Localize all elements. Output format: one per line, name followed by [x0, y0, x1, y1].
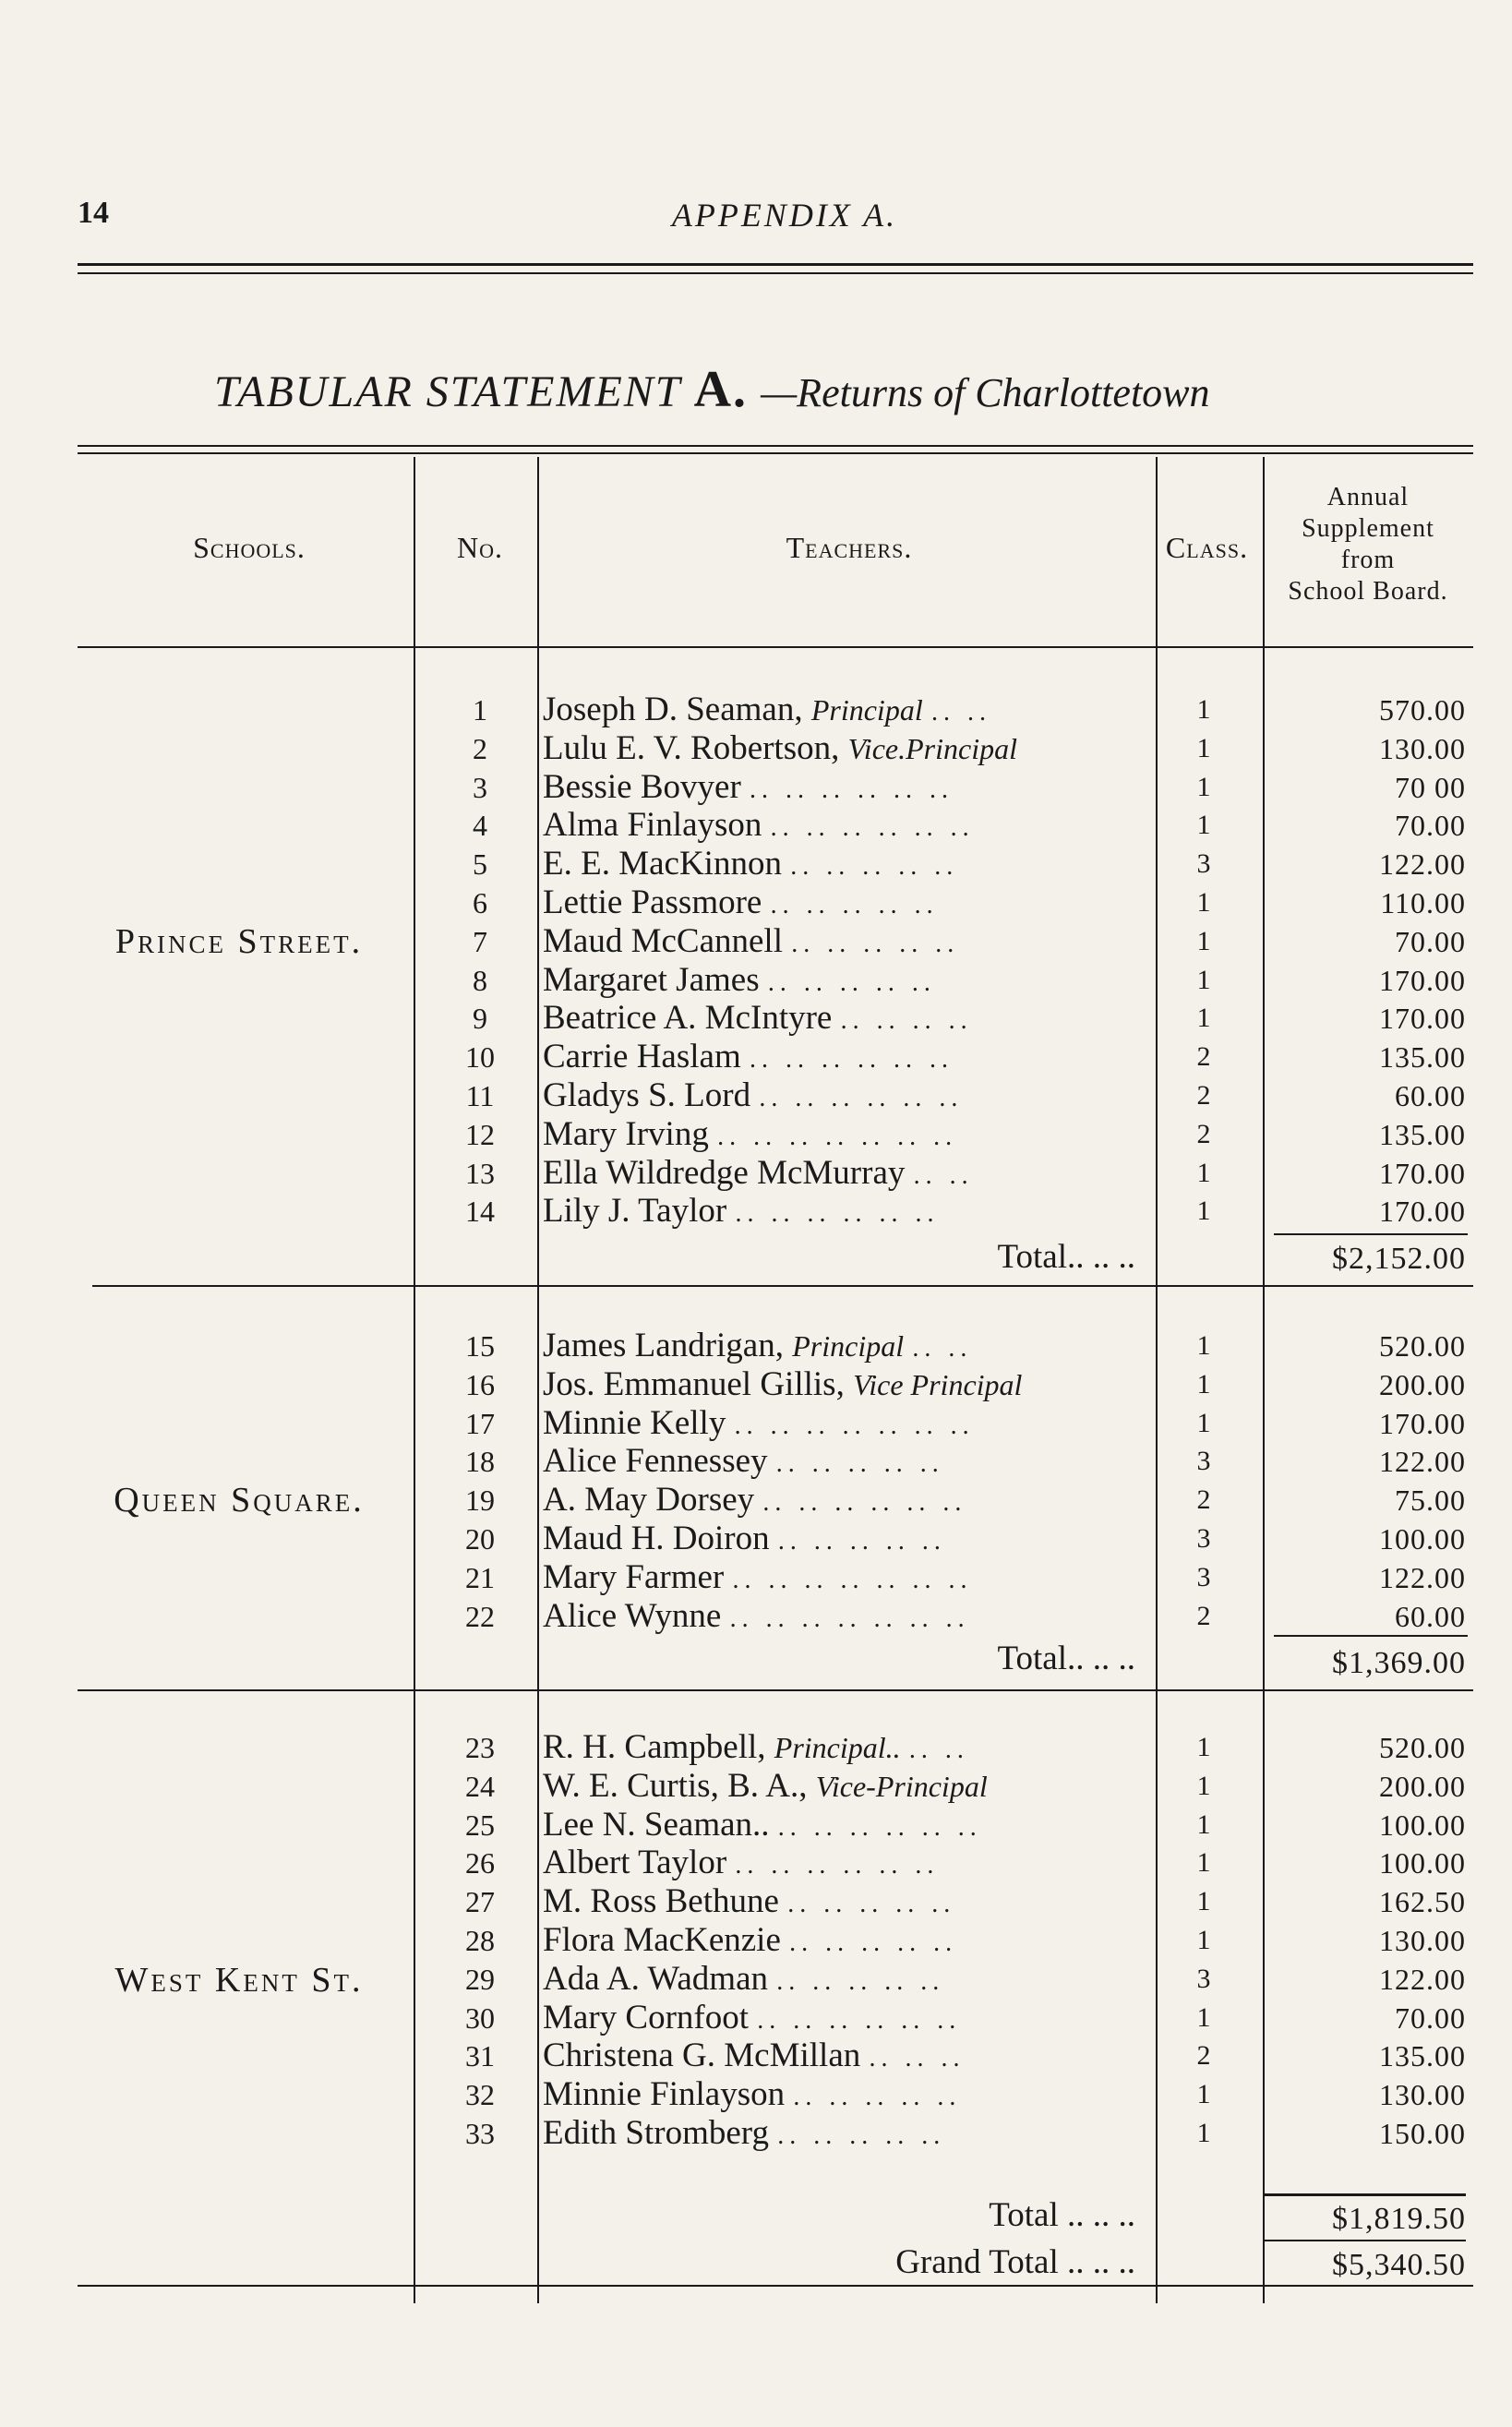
class-value: 2: [1196, 2040, 1211, 2072]
teacher-cell: [543, 1442, 1152, 1484]
table-row: [0, 1844, 1512, 1882]
leader-dots: .. ..: [908, 1736, 969, 1764]
class-value: 2: [1196, 1600, 1211, 1631]
leader-dots: .. ..: [913, 1160, 974, 1190]
class-value: 1: [1196, 1886, 1211, 1917]
teacher-role: Vice-Principal: [815, 1769, 988, 1803]
header-no: No.: [457, 531, 503, 564]
leader-dots: .. .. .. ..: [840, 1006, 973, 1036]
class-value: 3: [1196, 1523, 1211, 1554]
leader-dots: .. .. .. .. ..: [793, 2083, 962, 2112]
supplement-amount: 60.00: [1395, 1079, 1466, 1112]
teacher-cell: [543, 1960, 1152, 2001]
class-value: 1: [1196, 694, 1211, 725]
supplement-amount: 122.00: [1379, 847, 1466, 882]
supplement-amount: 130.00: [1379, 1924, 1466, 1957]
supplement-amount: 200.00: [1379, 1769, 1466, 1803]
row-number: 16: [465, 1367, 495, 1401]
school-name-queen-square: Queen Square.: [114, 1481, 365, 1520]
table-row: [0, 806, 1512, 845]
leader-dots: .. .. .. .. ..: [789, 1928, 958, 1957]
supplement-amount: 170.00: [1379, 1156, 1466, 1190]
class-value: 1: [1196, 1925, 1211, 1955]
teacher-cell: [543, 1520, 1152, 1561]
teacher-name: Mary Cornfoot: [543, 1998, 749, 2037]
leader-dots: .. .. .. .. ..: [775, 1449, 944, 1479]
row-number: 14: [465, 1195, 495, 1229]
class-value: 1: [1196, 1368, 1211, 1400]
leader-dots: .. .. .. .. .. ..: [757, 2005, 962, 2035]
class-value: 1: [1196, 1770, 1211, 1801]
teacher-name: Carrie Haslam: [543, 1038, 741, 1076]
row-number: 2: [473, 731, 487, 765]
table-row: [0, 1728, 1512, 1767]
table-row: [0, 768, 1512, 807]
table-row: [0, 1999, 1512, 2037]
row-number: 5: [473, 847, 487, 882]
total-rule-section-2: [1274, 1635, 1468, 1637]
leader-dots: .. ..: [930, 698, 991, 727]
supplement-amount: 110.00: [1380, 886, 1466, 919]
teacher-name: Ada A. Wadman: [543, 1959, 768, 1998]
grand-total-rule: [1265, 2240, 1466, 2241]
class-value: 1: [1196, 732, 1211, 763]
table-row: [0, 1921, 1512, 1960]
teacher-name: Joseph D. Seaman,: [543, 691, 803, 728]
table-row: [0, 845, 1512, 883]
table-row: [0, 2037, 1512, 2075]
class-value: 1: [1196, 2001, 1211, 2033]
supplement-amount: 170.00: [1379, 1406, 1466, 1440]
teacher-name: Maud McCannell: [543, 921, 783, 960]
teacher-cell: [543, 691, 1152, 732]
table-title: [214, 360, 1488, 419]
header-supplement-line-4: School Board.: [1288, 577, 1448, 606]
table-row: [0, 729, 1512, 768]
class-value: 1: [1196, 887, 1211, 918]
class-value: 2: [1196, 1484, 1211, 1516]
table-row: [0, 2114, 1512, 2153]
header-teachers: Teachers.: [786, 531, 913, 564]
table-row: [0, 1597, 1512, 1636]
row-number: 22: [465, 1599, 495, 1633]
teacher-name: Alma Finlayson: [543, 806, 762, 845]
grand-total-label: Grand Total .. .. ..: [895, 2243, 1135, 2281]
class-value: 1: [1196, 2079, 1211, 2110]
leader-dots: .. .. .. .. ..: [776, 1966, 945, 1996]
header-rule-bottom: [78, 272, 1473, 274]
leader-dots: .. .. .. .. .. ..: [735, 1199, 940, 1229]
teacher-name: Margaret James: [543, 960, 760, 999]
teacher-cell: [543, 1481, 1152, 1522]
class-value: 3: [1196, 848, 1211, 880]
leader-dots: .. .. .. .. .. .. ..: [729, 1604, 970, 1633]
class-value: 1: [1196, 925, 1211, 956]
leader-dots: .. .. .. .. ..: [791, 929, 960, 958]
teacher-cell: [543, 2075, 1152, 2117]
leader-dots: .. .. .. .. .. ..: [777, 1812, 982, 1842]
row-number: 25: [465, 1808, 495, 1842]
table-row: [0, 1442, 1512, 1481]
header-supplement-line-1: Annual: [1326, 483, 1410, 511]
class-value: 3: [1196, 1561, 1211, 1592]
supplement-amount: 170.00: [1379, 1002, 1466, 1036]
leader-dots: .. .. .. .. ..: [767, 967, 936, 997]
teacher-cell: [543, 1882, 1152, 1924]
section-divider-2: [78, 1689, 1473, 1691]
class-value: 2: [1196, 1080, 1211, 1111]
table-row: [0, 961, 1512, 1000]
row-number: 11: [465, 1079, 495, 1112]
teacher-name: Ella Wildredge McMurray: [543, 1153, 906, 1192]
supplement-amount: 70.00: [1395, 809, 1466, 843]
table-row: [0, 1520, 1512, 1558]
teacher-role: Principal: [810, 693, 923, 727]
teacher-name: E. E. MacKinnon: [543, 845, 782, 883]
table-row: [0, 1076, 1512, 1115]
header-rule-top: [78, 263, 1473, 266]
supplement-amount: 122.00: [1379, 1962, 1466, 1996]
grand-total-amount: $5,340.50: [1332, 2248, 1466, 2282]
row-number: 32: [465, 2078, 495, 2112]
row-number: 17: [465, 1406, 495, 1440]
supplement-amount: 170.00: [1379, 963, 1466, 997]
row-number: 18: [465, 1445, 495, 1479]
school-name-prince-street: Prince Street.: [114, 922, 364, 961]
table-row: [0, 1960, 1512, 1999]
row-number: 19: [465, 1484, 495, 1518]
teacher-cell: [543, 806, 1152, 847]
teacher-cell: [543, 961, 1152, 1003]
teacher-cell: [543, 1806, 1152, 1847]
row-number: 29: [465, 1962, 495, 1996]
supplement-amount: 135.00: [1379, 1040, 1466, 1075]
supplement-amount: 70.00: [1395, 924, 1466, 958]
supplement-amount: 70.00: [1395, 2000, 1466, 2035]
class-value: 2: [1196, 1041, 1211, 1073]
class-value: 2: [1196, 1118, 1211, 1149]
teacher-cell: [543, 883, 1152, 925]
table-row: [0, 2075, 1512, 2114]
row-number: 31: [465, 2039, 495, 2073]
table-row: [0, 1882, 1512, 1921]
teacher-name: Lily J. Taylor: [543, 1192, 727, 1231]
class-value: 1: [1196, 2118, 1211, 2148]
teacher-cell: [543, 1192, 1152, 1233]
leader-dots: .. .. .. .. .. ..: [759, 1084, 964, 1112]
table-row: [0, 883, 1512, 922]
row-number: 6: [473, 886, 487, 919]
supplement-amount: 135.00: [1379, 1117, 1466, 1151]
leader-dots: .. .. .. .. ..: [777, 2121, 946, 2150]
header-schools: Schools.: [193, 531, 306, 564]
row-number: 3: [473, 770, 487, 804]
teacher-name: Lulu E. V. Robertson,: [543, 728, 840, 767]
header-supplement-line-2: Supplement: [1302, 514, 1434, 543]
teacher-cell: [543, 1365, 1152, 1404]
supplement-amount: 570.00: [1379, 693, 1466, 727]
class-value: 1: [1196, 1003, 1211, 1034]
total-rule-section-1: [1274, 1233, 1468, 1235]
leader-dots: .. .. .. .. .. ..: [762, 1488, 967, 1518]
teacher-name: R. H. Campbell,: [543, 1728, 766, 1766]
leader-dots: .. .. .. .. .. .. ..: [732, 1565, 973, 1594]
table-rule-top-2: [78, 452, 1473, 454]
supplement-amount: 130.00: [1379, 2078, 1466, 2112]
teacher-cell: [543, 1115, 1152, 1157]
row-number: 24: [465, 1769, 495, 1803]
teacher-name: Flora MacKenzie: [543, 1921, 781, 1959]
class-value: 1: [1196, 1808, 1211, 1840]
row-number: 28: [465, 1924, 495, 1957]
supplement-amount: 135.00: [1379, 2039, 1466, 2073]
header-supplement: [1263, 482, 1473, 607]
teacher-name: W. E. Curtis, B. A.,: [543, 1766, 808, 1805]
leader-dots: .. .. .. .. .. ..: [735, 1851, 940, 1880]
supplement-amount: 122.00: [1379, 1445, 1466, 1479]
teacher-role: Vice Principal: [853, 1367, 1023, 1401]
teacher-name: Minnie Kelly: [543, 1403, 726, 1442]
teacher-role: Principal: [792, 1329, 905, 1363]
teacher-name: Minnie Finlayson: [543, 2075, 786, 2114]
teacher-cell: [543, 729, 1152, 768]
class-value: 1: [1196, 771, 1211, 802]
row-number: 13: [465, 1156, 495, 1190]
row-number: 21: [465, 1560, 495, 1594]
table-row: [0, 922, 1512, 961]
teacher-cell: [543, 768, 1152, 810]
running-head: APPENDIX A.: [671, 197, 898, 234]
total-label-prince-street: Total.. .. ..: [997, 1238, 1135, 1276]
row-number: 23: [465, 1731, 495, 1764]
leader-dots: .. .. .. .. .. ..: [750, 775, 954, 804]
leader-dots: .. .. .. .. ..: [770, 891, 939, 919]
class-value: 1: [1196, 810, 1211, 841]
table-row: [0, 1558, 1512, 1597]
teacher-name: Lee N. Seaman..: [543, 1805, 770, 1844]
teacher-cell: [543, 1076, 1152, 1118]
table-row: [0, 1038, 1512, 1076]
header-supplement-line-3: from: [1340, 546, 1396, 574]
teacher-cell: [543, 1999, 1152, 2040]
row-number: 1: [473, 693, 487, 727]
row-number: 10: [465, 1040, 495, 1075]
supplement-amount: 150.00: [1379, 2117, 1466, 2150]
total-amount-queen-square: $1,369.00: [1332, 1646, 1466, 1680]
class-value: 1: [1196, 1407, 1211, 1438]
teacher-name: Mary Irving: [543, 1114, 709, 1153]
row-number: 27: [465, 1885, 495, 1919]
teacher-name: Lettie Passmore: [543, 883, 762, 921]
row-number: 33: [465, 2117, 495, 2150]
section-divider-1: [92, 1285, 1473, 1287]
supplement-amount: 520.00: [1379, 1731, 1466, 1764]
header-class: Class.: [1165, 531, 1249, 564]
teacher-role: Vice.Principal: [847, 731, 1017, 765]
supplement-amount: 75.00: [1395, 1484, 1466, 1518]
teacher-name: Christena G. McMillan: [543, 2037, 861, 2075]
leader-dots: .. .. ..: [869, 2044, 966, 2073]
teacher-cell: [543, 1154, 1152, 1195]
total-label-west-kent-st: Total .. .. ..: [989, 2196, 1135, 2234]
total-rule-section-3: [1265, 2193, 1466, 2196]
supplement-amount: 100.00: [1379, 1846, 1466, 1880]
leader-dots: .. .. .. .. ..: [787, 1890, 956, 1919]
table-row: [0, 1806, 1512, 1844]
supplement-amount: 60.00: [1395, 1599, 1466, 1633]
class-value: 1: [1196, 1330, 1211, 1361]
class-value: 1: [1196, 1195, 1211, 1227]
supplement-amount: 170.00: [1379, 1195, 1466, 1229]
supplement-amount: 520.00: [1379, 1329, 1466, 1363]
row-number: 9: [473, 1002, 487, 1036]
table-rule-bottom: [78, 2285, 1473, 2287]
teacher-name: Edith Stromberg: [543, 2114, 769, 2152]
teacher-name: Jos. Emmanuel Gillis,: [543, 1364, 845, 1403]
supplement-amount: 100.00: [1379, 1522, 1466, 1556]
teacher-role: Principal..: [774, 1731, 901, 1764]
table-row: [0, 1192, 1512, 1231]
leader-dots: .. .. .. .. .. .. ..: [734, 1411, 975, 1440]
table-row: [0, 1154, 1512, 1193]
title-subtitle: —Returns of Charlottetown: [761, 370, 1210, 415]
row-number: 30: [465, 2000, 495, 2035]
row-number: 7: [473, 924, 487, 958]
supplement-amount: 200.00: [1379, 1367, 1466, 1401]
title-letter: A.: [693, 361, 749, 418]
teacher-cell: [543, 2114, 1152, 2156]
row-number: 12: [465, 1117, 495, 1151]
class-value: 1: [1196, 1847, 1211, 1879]
teacher-cell: [543, 1558, 1152, 1600]
table-row: [0, 1767, 1512, 1806]
teacher-cell: [543, 1844, 1152, 1885]
teacher-cell: [543, 999, 1152, 1040]
teacher-name: Alice Fennessey: [543, 1442, 768, 1481]
teacher-name: A. May Dorsey: [543, 1481, 755, 1520]
row-number: 4: [473, 809, 487, 843]
teacher-cell: [543, 1921, 1152, 1963]
teacher-cell: [543, 1038, 1152, 1079]
supplement-amount: 122.00: [1379, 1560, 1466, 1594]
leader-dots: .. .. .. .. .. .. ..: [717, 1122, 958, 1151]
teacher-name: M. Ross Bethune: [543, 1882, 779, 1921]
teacher-cell: [543, 1327, 1152, 1368]
class-value: 1: [1196, 964, 1211, 995]
teacher-name: Albert Taylor: [543, 1844, 727, 1882]
row-number: 8: [473, 963, 487, 997]
teacher-cell: [543, 845, 1152, 886]
teacher-name: Alice Wynne: [543, 1596, 722, 1635]
teacher-cell: [543, 922, 1152, 964]
teacher-name: James Landrigan,: [543, 1327, 784, 1364]
class-value: 3: [1196, 1446, 1211, 1477]
teacher-name: Gladys S. Lord: [543, 1076, 751, 1114]
leader-dots: .. .. .. .. ..: [790, 852, 959, 882]
page-number: 14: [78, 196, 109, 230]
teacher-cell: [543, 1767, 1152, 1806]
row-number: 20: [465, 1522, 495, 1556]
teacher-cell: [543, 1404, 1152, 1446]
teacher-cell: [543, 1728, 1152, 1770]
row-number: 15: [465, 1329, 495, 1363]
table-row: [0, 999, 1512, 1038]
school-name-west-kent-st: West Kent St.: [114, 1961, 364, 2000]
teacher-name: Beatrice A. McIntyre: [543, 999, 833, 1038]
supplement-amount: 130.00: [1379, 731, 1466, 765]
table-rule-top: [78, 445, 1473, 447]
teacher-cell: [543, 1597, 1152, 1639]
class-value: 1: [1196, 1732, 1211, 1762]
leader-dots: .. .. .. .. .. ..: [749, 1045, 954, 1075]
total-amount-prince-street: $2,152.00: [1332, 1242, 1466, 1276]
table-row: [0, 1115, 1512, 1154]
table-row: [0, 691, 1512, 729]
title-prefix: TABULAR STATEMENT: [214, 367, 681, 416]
class-value: 3: [1196, 1963, 1211, 1994]
leader-dots: .. .. .. .. ..: [777, 1527, 946, 1556]
supplement-amount: 100.00: [1379, 1808, 1466, 1842]
row-number: 26: [465, 1846, 495, 1880]
teacher-name: Maud H. Doiron: [543, 1520, 770, 1557]
teacher-name: Bessie Bovyer: [543, 767, 741, 806]
supplement-amount: 162.50: [1379, 1885, 1466, 1919]
teacher-cell: [543, 2037, 1152, 2078]
table-row: [0, 1327, 1512, 1365]
table-row: [0, 1365, 1512, 1404]
leader-dots: .. .. .. .. .. ..: [770, 813, 975, 843]
table-row: [0, 1404, 1512, 1443]
total-label-queen-square: Total.. .. ..: [997, 1640, 1135, 1677]
table-row: [0, 1481, 1512, 1520]
class-value: 1: [1196, 1157, 1211, 1188]
teacher-name: Mary Farmer: [543, 1557, 725, 1596]
supplement-amount: 70 00: [1395, 770, 1466, 804]
leader-dots: .. ..: [912, 1334, 973, 1363]
total-amount-west-kent-st: $1,819.50: [1332, 2202, 1466, 2236]
